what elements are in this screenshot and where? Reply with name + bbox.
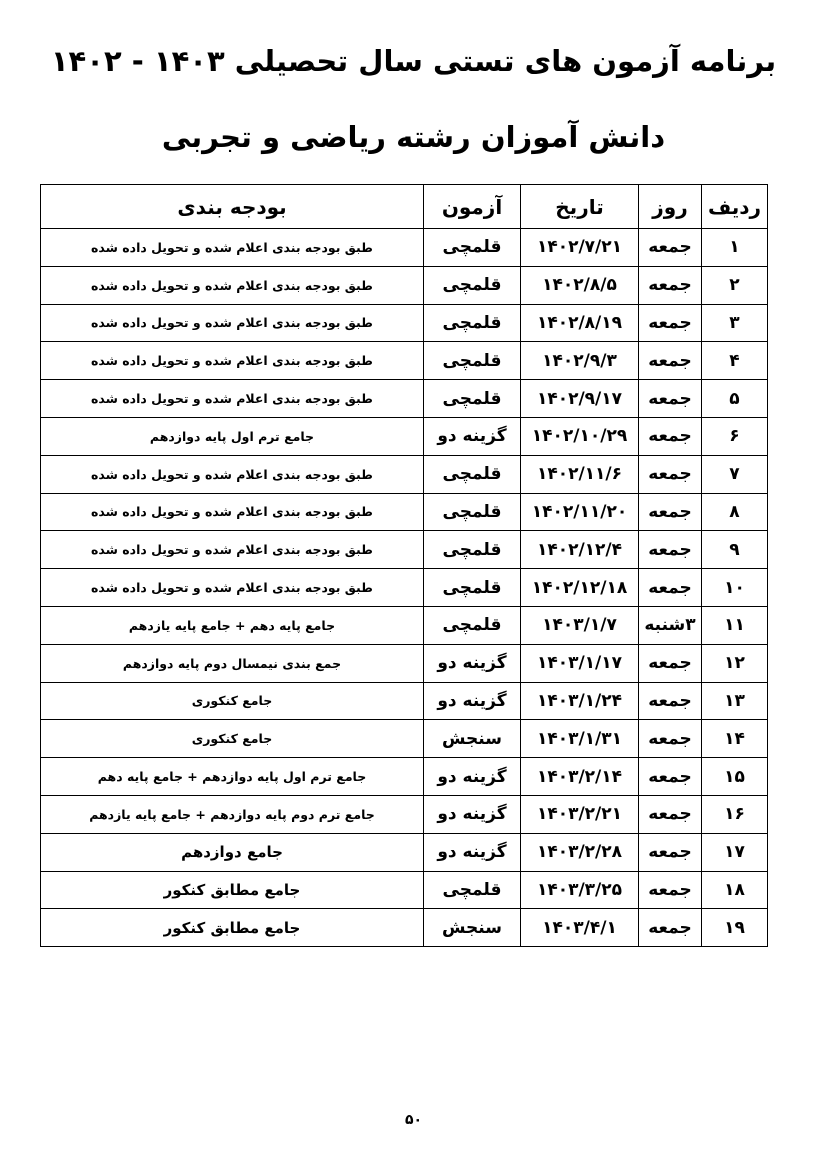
cell-exam: قلمچی [424, 266, 521, 304]
table-row [41, 795, 768, 833]
cell-date: ۱۴۰۲/۱۱/۶ [521, 455, 639, 493]
cell-day: جمعه [639, 493, 702, 531]
cell-exam: گزینه دو [424, 795, 521, 833]
cell-date: ۱۴۰۳/۳/۲۵ [521, 871, 639, 909]
cell-exam: قلمچی [424, 569, 521, 607]
table-header-row [41, 185, 768, 229]
cell-index: ۱۵ [702, 758, 768, 796]
cell-date: ۱۴۰۲/۷/۲۱ [521, 229, 639, 267]
cell-budget: طبق بودجه بندی اعلام شده و تحویل داده شده [41, 304, 424, 342]
cell-day: جمعه [639, 644, 702, 682]
cell-day: جمعه [639, 455, 702, 493]
table-row [41, 417, 768, 455]
table-row [41, 569, 768, 607]
header-date: تاریخ [521, 185, 639, 229]
cell-date: ۱۴۰۳/۱/۳۱ [521, 720, 639, 758]
cell-day: جمعه [639, 531, 702, 569]
cell-budget: طبق بودجه بندی اعلام شده و تحویل داده شده [41, 266, 424, 304]
cell-date: ۱۴۰۳/۲/۲۸ [521, 833, 639, 871]
cell-day: جمعه [639, 795, 702, 833]
cell-index: ۱۶ [702, 795, 768, 833]
cell-date: ۱۴۰۲/۱۰/۲۹ [521, 417, 639, 455]
cell-budget: جامع ترم اول پایه دوازدهم + جامع پایه دهم [41, 758, 424, 796]
cell-index: ۶ [702, 417, 768, 455]
exam-schedule-table [40, 184, 768, 947]
cell-index: ۸ [702, 493, 768, 531]
cell-budget: جامع مطابق کنکور [41, 909, 424, 947]
cell-day: جمعه [639, 342, 702, 380]
cell-exam: قلمچی [424, 493, 521, 531]
cell-exam: قلمچی [424, 342, 521, 380]
cell-exam: گزینه دو [424, 417, 521, 455]
table-row [41, 606, 768, 644]
table-row [41, 644, 768, 682]
cell-exam: قلمچی [424, 229, 521, 267]
cell-exam: گزینه دو [424, 682, 521, 720]
cell-exam: قلمچی [424, 871, 521, 909]
cell-exam: قلمچی [424, 606, 521, 644]
cell-budget: جامع کنکوری [41, 682, 424, 720]
cell-day: جمعه [639, 229, 702, 267]
table-body [41, 229, 768, 947]
table-row [41, 758, 768, 796]
cell-index: ۱۰ [702, 569, 768, 607]
cell-day: جمعه [639, 833, 702, 871]
table-row [41, 380, 768, 418]
cell-day: جمعه [639, 266, 702, 304]
cell-day: جمعه [639, 569, 702, 607]
cell-budget: طبق بودجه بندی اعلام شده و تحویل داده شده [41, 455, 424, 493]
table-row [41, 266, 768, 304]
table-row [41, 833, 768, 871]
cell-budget: جمع بندی نیمسال دوم پایه دوازدهم [41, 644, 424, 682]
cell-date: ۱۴۰۲/۱۲/۴ [521, 531, 639, 569]
cell-index: ۱۳ [702, 682, 768, 720]
cell-exam: گزینه دو [424, 644, 521, 682]
header-budget: بودجه بندی [41, 185, 424, 229]
cell-date: ۱۴۰۳/۴/۱ [521, 909, 639, 947]
cell-exam: قلمچی [424, 455, 521, 493]
table-row [41, 531, 768, 569]
cell-date: ۱۴۰۳/۲/۱۴ [521, 758, 639, 796]
cell-date: ۱۴۰۳/۱/۱۷ [521, 644, 639, 682]
cell-index: ۱۲ [702, 644, 768, 682]
cell-date: ۱۴۰۳/۱/۲۴ [521, 682, 639, 720]
cell-budget: طبق بودجه بندی اعلام شده و تحویل داده شده [41, 531, 424, 569]
cell-index: ۱۴ [702, 720, 768, 758]
cell-index: ۵ [702, 380, 768, 418]
cell-date: ۱۴۰۲/۱۲/۱۸ [521, 569, 639, 607]
cell-date: ۱۴۰۲/۸/۱۹ [521, 304, 639, 342]
cell-index: ۴ [702, 342, 768, 380]
cell-index: ۹ [702, 531, 768, 569]
table-row [41, 304, 768, 342]
cell-index: ۱۸ [702, 871, 768, 909]
cell-index: ۱۷ [702, 833, 768, 871]
page-subtitle: دانش آموزان رشته ریاضی و تجربی [161, 120, 666, 154]
table-row [41, 909, 768, 947]
cell-date: ۱۴۰۲/۹/۳ [521, 342, 639, 380]
table-row [41, 720, 768, 758]
cell-date: ۱۴۰۲/۱۱/۲۰ [521, 493, 639, 531]
cell-exam: سنجش [424, 720, 521, 758]
table-row [41, 493, 768, 531]
cell-budget: جامع ترم اول پایه دوازدهم [41, 417, 424, 455]
cell-exam: سنجش [424, 909, 521, 947]
cell-index: ۲ [702, 266, 768, 304]
cell-exam: قلمچی [424, 304, 521, 342]
cell-date: ۱۴۰۳/۲/۲۱ [521, 795, 639, 833]
cell-budget: طبق بودجه بندی اعلام شده و تحویل داده شده [41, 493, 424, 531]
cell-day: جمعه [639, 417, 702, 455]
cell-exam: قلمچی [424, 380, 521, 418]
page-title: برنامه آزمون های تستی سال تحصیلی ۱۴۰۳ - ۱۴۰۲ [50, 44, 777, 78]
cell-budget: طبق بودجه بندی اعلام شده و تحویل داده شده [41, 229, 424, 267]
cell-exam: قلمچی [424, 531, 521, 569]
cell-date: ۱۴۰۳/۱/۷ [521, 606, 639, 644]
cell-day: جمعه [639, 909, 702, 947]
cell-index: ۱۹ [702, 909, 768, 947]
cell-index: ۱ [702, 229, 768, 267]
cell-budget: جامع پایه دهم + جامع پایه یازدهم [41, 606, 424, 644]
header-exam: آزمون [424, 185, 521, 229]
cell-budget: طبق بودجه بندی اعلام شده و تحویل داده شده [41, 569, 424, 607]
cell-exam: گزینه دو [424, 758, 521, 796]
cell-date: ۱۴۰۲/۸/۵ [521, 266, 639, 304]
page-number: ۵۰ [404, 1112, 423, 1128]
cell-day: جمعه [639, 682, 702, 720]
table-row [41, 229, 768, 267]
cell-index: ۳ [702, 304, 768, 342]
cell-day: جمعه [639, 304, 702, 342]
header-day: روز [639, 185, 702, 229]
cell-budget: طبق بودجه بندی اعلام شده و تحویل داده شده [41, 380, 424, 418]
cell-day: ۳شنبه [639, 606, 702, 644]
cell-budget: طبق بودجه بندی اعلام شده و تحویل داده شده [41, 342, 424, 380]
cell-budget: جامع مطابق کنکور [41, 871, 424, 909]
cell-date: ۱۴۰۲/۹/۱۷ [521, 380, 639, 418]
table-row [41, 682, 768, 720]
table-row [41, 871, 768, 909]
cell-index: ۱۱ [702, 606, 768, 644]
table-row [41, 342, 768, 380]
cell-day: جمعه [639, 758, 702, 796]
cell-budget: جامع کنکوری [41, 720, 424, 758]
cell-day: جمعه [639, 871, 702, 909]
cell-index: ۷ [702, 455, 768, 493]
cell-budget: جامع دوازدهم [41, 833, 424, 871]
cell-day: جمعه [639, 720, 702, 758]
cell-exam: گزینه دو [424, 833, 521, 871]
cell-day: جمعه [639, 380, 702, 418]
table-row [41, 455, 768, 493]
cell-budget: جامع ترم دوم پایه دوازدهم + جامع پایه یازدهم [41, 795, 424, 833]
header-index: ردیف [702, 185, 768, 229]
